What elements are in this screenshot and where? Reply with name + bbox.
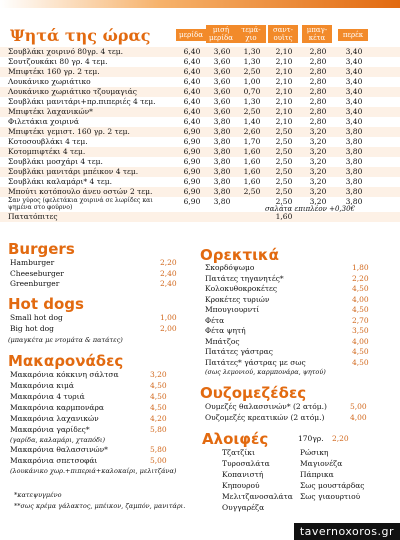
grill-item-name: Μπιφτέκι 160 γρ. 2 τεμ. <box>8 67 100 76</box>
grill-item-name: Λουκάνικο χωριάτικο τζουμαγιάς <box>8 87 137 96</box>
grill-row <box>0 167 400 177</box>
grill-price: 3,60 <box>213 77 231 86</box>
burger-item-price: 2,20 <box>160 258 177 267</box>
grill-price: 6,40 <box>183 47 201 56</box>
grill-price: 3,40 <box>345 47 363 56</box>
pasta-item: Μακαρόνια καρμπονάρα <box>10 403 104 412</box>
grill-price: 2,10 <box>275 57 293 66</box>
grill-price: 3,60 <box>213 47 231 56</box>
grill-row <box>0 117 400 127</box>
grill-price: 3,40 <box>345 107 363 116</box>
grill-price: 1,30 <box>243 47 261 56</box>
grill-price: 2,10 <box>275 107 293 116</box>
grill-price: 3,80 <box>213 197 231 206</box>
appetizer-item: Πατάτες τηγανητές* <box>205 273 284 283</box>
pasta-item-price: 4,50 <box>150 381 167 390</box>
grill-price: 2,50 <box>243 67 261 76</box>
grill-price: 1,60 <box>243 147 261 156</box>
grill-row <box>0 187 400 197</box>
grill-price: 3,40 <box>345 117 363 126</box>
grill-price: 2,80 <box>309 107 327 116</box>
appetizer-item-price: 3,50 <box>352 326 369 335</box>
grill-price: 6,40 <box>183 97 201 106</box>
grill-row <box>0 47 400 57</box>
pasta-item-price: 5,80 <box>150 445 167 454</box>
grill-item-name: Σουβλάκι μανιτάρι+πρ.πιπεριές 4 τεμ. <box>8 97 156 106</box>
grill-price: 2,80 <box>309 87 327 96</box>
pasta-item: Μακαρόνια κιμά <box>10 381 74 390</box>
site-footer: tavernoxoros.gr <box>294 523 400 540</box>
pasta-item-price: 5,80 <box>150 425 167 434</box>
grill-price: 2,50 <box>275 167 293 176</box>
grill-price: 6,90 <box>183 157 201 166</box>
grill-item-name: Σουβλάκι καλαμάρι* 4 τεμ. <box>8 177 112 186</box>
burger-item: Cheeseburger <box>10 268 64 278</box>
grill-price: 3,40 <box>345 77 363 86</box>
grill-price: 0,70 <box>243 87 261 96</box>
grill-price: 3,80 <box>213 177 231 186</box>
grill-price: 2,10 <box>275 117 293 126</box>
grill-item-name: Λουκάνικο χωριάτικο <box>8 77 91 86</box>
grill-price: 1,30 <box>243 97 261 106</box>
grill-row <box>0 212 400 222</box>
grill-item-name: Σουβλάκι χοιρινό 80γρ. 4 τεμ. <box>8 47 124 56</box>
grill-price: 3,60 <box>213 97 231 106</box>
grill-price: 3,80 <box>213 137 231 146</box>
grill-price: 3,60 <box>213 67 231 76</box>
pasta-item: Μακαρόνια γαρίδες* <box>10 425 90 434</box>
grill-row <box>0 147 400 157</box>
grill-price: 3,80 <box>345 197 363 206</box>
grill-col-header: μπαγ-κέτα <box>302 25 332 43</box>
appetizer-item: Πατάτες γάστρας <box>205 347 273 356</box>
grill-price: 2,10 <box>275 87 293 96</box>
grill-price: 3,20 <box>309 177 327 186</box>
grill-price: 6,40 <box>183 77 201 86</box>
grill-row <box>0 67 400 77</box>
grill-price: 2,80 <box>309 117 327 126</box>
ouzo-item: Ουμεζές θαλασσινών* (2 ατόμ.) <box>205 402 327 411</box>
grill-row <box>0 87 400 97</box>
grill-price: 1,60 <box>243 167 261 176</box>
grill-price: 3,60 <box>213 57 231 66</box>
grill-price: 6,40 <box>183 87 201 96</box>
grill-item-name: Σουβλάκι μανιτάρι μπέικον 4 τεμ. <box>8 167 139 176</box>
appetizer-item: Μπουγιουρντί <box>205 305 260 314</box>
grill-price: 2,50 <box>243 187 261 196</box>
section-title-spreads: Αλοιφές <box>202 430 269 448</box>
grill-item-name: Σαν γύρος (φελετάκια χοιρινά σε λωρίδες και ψημένα στο φούρνο) <box>8 197 153 211</box>
grill-price: 2,50 <box>275 127 293 136</box>
grill-price: 2,50 <box>275 157 293 166</box>
grill-row <box>0 77 400 87</box>
grill-row <box>0 157 400 167</box>
pasta-item-price: 4,50 <box>150 403 167 412</box>
grill-price: 6,90 <box>183 167 201 176</box>
grill-price: 3,20 <box>309 157 327 166</box>
appetizer-item-price: 2,70 <box>352 315 369 325</box>
pasta-item: Μακαρόνια λαχανικών <box>10 414 99 423</box>
grill-price: 1,30 <box>243 57 261 66</box>
grill-col-header: μερίδα <box>176 29 206 41</box>
grill-price: 1,70 <box>243 137 261 146</box>
grill-price: 3,20 <box>309 137 327 146</box>
grill-price: 3,80 <box>213 117 231 126</box>
grill-price: 2,50 <box>243 107 261 116</box>
spreads-price: 2,20 <box>332 434 349 443</box>
section-title-pasta: Μακαρονάδες <box>8 352 124 370</box>
appetizer-item: Κολοκυθοκροκέτες <box>205 284 278 293</box>
spread-item: Κοπανιστή <box>222 470 264 479</box>
pasta-item: (γαρίδα, καλαμάρι, χταπόδι) <box>10 436 105 444</box>
appetizer-item-price: 4,50 <box>352 284 369 293</box>
grill-item-name: Κοτοσουβλάκι 4 τεμ. <box>8 137 88 146</box>
appetizer-item-price: 4,00 <box>352 294 369 304</box>
appetizer-item: Μπάτζος <box>205 336 240 346</box>
grill-price: 3,20 <box>309 127 327 136</box>
grill-price: 3,60 <box>213 87 231 96</box>
grill-price: 3,80 <box>345 137 363 146</box>
hotdog-item-price: 2,00 <box>160 323 177 333</box>
grill-col-header: σαντ-ουϊτς <box>268 25 298 43</box>
pasta-item-price: 5,00 <box>150 456 167 465</box>
appetizer-item: Σκορδόψωμο <box>205 263 255 272</box>
appetizer-item-price: 4,50 <box>352 347 369 356</box>
grill-item-name: Μπιφτέκι λαχανικών* <box>8 107 93 116</box>
grill-price: 3,20 <box>309 187 327 196</box>
grill-price: 1,40 <box>243 117 261 126</box>
grill-price: 6,90 <box>183 147 201 156</box>
appetizer-item: (σως λεμονιού, καρμπονάρα, ψητού) <box>205 368 326 376</box>
grill-col-header: μισή μερίδα <box>206 25 236 43</box>
grill-item-name: Μπιφτέκι γεμιστ. 160 γρ. 2 τεμ. <box>8 127 130 136</box>
grill-row <box>0 107 400 117</box>
burger-item-price: 2,40 <box>160 279 177 288</box>
grill-row <box>0 177 400 187</box>
grill-price: 2,10 <box>275 97 293 106</box>
pasta-item: (λουκάνικο χωρ.+πιπεριά+καλοκαίρι, μελιτζάνα) <box>10 467 177 475</box>
grill-price: 3,40 <box>345 67 363 76</box>
footnote-sauce: **σως κρέμα γάλακτος, μπέικον, ζαμπόν, μανιτάρι. <box>14 502 186 510</box>
burger-item: Hamburger <box>10 258 55 267</box>
grill-item-name: Φιλετάκια χοιρινά <box>8 117 79 126</box>
grill-col-header: περέκ <box>338 29 368 41</box>
pasta-item: Μακαρόνια κόκκινη σάλτσα <box>10 370 119 379</box>
grill-price: 3,80 <box>345 157 363 166</box>
burger-item-price: 2,40 <box>160 268 177 278</box>
grill-price: 6,90 <box>183 127 201 136</box>
spread-item: Σως γιαουρτιού <box>300 492 361 501</box>
grill-price: 2,10 <box>275 67 293 76</box>
grill-row <box>0 137 400 147</box>
appetizer-item-price: 1,80 <box>352 263 369 272</box>
pasta-item-price: 4,50 <box>150 392 167 401</box>
hotdog-item: Big hot dog <box>10 323 54 333</box>
spread-item: Μαγιονέζα <box>300 459 343 468</box>
pasta-item-price: 3,20 <box>150 370 167 379</box>
ouzo-item-price: 5,00 <box>350 402 367 411</box>
grill-price: 2,50 <box>275 177 293 186</box>
footnote-frozen: *κατεψυγμένο <box>14 491 62 499</box>
grill-price: 3,40 <box>345 97 363 106</box>
grill-price: 2,50 <box>275 147 293 156</box>
grill-price: 2,80 <box>309 47 327 56</box>
spread-item: Σως μουστάρδας <box>300 481 365 490</box>
hotdog-item-price: 1,00 <box>160 313 177 322</box>
grill-price: 3,80 <box>345 127 363 136</box>
grill-price: 1,60 <box>243 177 261 186</box>
grill-item-name: Κοτομπιφτέκι 4 τεμ. <box>8 147 86 156</box>
grill-price: 3,80 <box>345 177 363 186</box>
section-title-grill: Ψητά της ώρας <box>10 26 151 45</box>
grill-price: 6,90 <box>183 177 201 186</box>
section-title-ouzo: Ουζομεζέδες <box>200 384 307 402</box>
grill-price: 3,80 <box>213 167 231 176</box>
appetizer-item-price: 2,20 <box>352 273 369 283</box>
grill-price: 3,80 <box>213 147 231 156</box>
grill-row <box>0 97 400 107</box>
grill-price: 6,40 <box>183 57 201 66</box>
grill-col-header: τεμά-χιο <box>236 25 266 43</box>
grill-price: 2,50 <box>275 197 293 206</box>
ouzo-item-price: 4,00 <box>350 413 367 422</box>
grill-price: 6,90 <box>183 187 201 196</box>
section-title-appetizers: Ορεκτικά <box>200 246 279 264</box>
spread-item: Τζατζίκι <box>222 448 255 457</box>
spread-item: Ρώσικη <box>300 448 329 457</box>
grill-note: σαλάτα επιπλέον +0,30€ <box>265 205 355 213</box>
grill-row <box>0 127 400 137</box>
grill-price: 3,80 <box>213 157 231 166</box>
grill-price: 3,40 <box>345 57 363 66</box>
grill-price: 2,50 <box>275 137 293 146</box>
spreads-weight: 170γρ. <box>298 434 324 443</box>
grill-price: 2,80 <box>309 67 327 76</box>
grill-price: 3,20 <box>309 197 327 206</box>
grill-price: 3,80 <box>213 127 231 136</box>
top-decorative-bar <box>0 0 400 8</box>
grill-price: 6,40 <box>183 67 201 76</box>
grill-price: 2,10 <box>275 77 293 86</box>
hotdogs-note: (μπαγκέτα με ντομάτα & πατάτες) <box>8 336 123 344</box>
grill-price: 2,80 <box>309 97 327 106</box>
appetizer-item-price: 4,50 <box>352 305 369 314</box>
appetizer-item-price: 4,50 <box>352 357 369 367</box>
appetizer-item-price: 4,00 <box>352 336 369 346</box>
pasta-item: Μακαρόνια σπετσοφάι <box>10 456 98 465</box>
grill-price: 3,40 <box>345 87 363 96</box>
grill-price: 6,90 <box>183 137 201 146</box>
grill-price: 3,80 <box>345 147 363 156</box>
grill-price: 2,80 <box>309 77 327 86</box>
grill-price: 2,60 <box>243 127 261 136</box>
pasta-item: Μακαρόνια 4 τυριά <box>10 392 85 401</box>
grill-price: 2,80 <box>309 57 327 66</box>
spread-item: Πάπρικα <box>300 470 334 479</box>
hotdog-item: Small hot dog <box>10 313 63 322</box>
grill-price: 6,40 <box>183 107 201 116</box>
grill-price: 3,60 <box>213 107 231 116</box>
grill-price: 6,90 <box>183 197 201 206</box>
appetizer-item: Φέτα ψητή <box>205 326 246 335</box>
grill-price: 3,20 <box>309 167 327 176</box>
ouzo-item: Ουζομεζές κρεατικών (2 ατόμ.) <box>205 413 325 422</box>
grill-item-name: Μπούτι κοτόπουλο άνευ οστών 2 τεμ. <box>8 187 153 196</box>
spread-item: Μελιτζανοσαλάτα <box>222 492 293 501</box>
grill-price: 2,10 <box>275 47 293 56</box>
spread-item: Τυροσαλάτα <box>222 459 270 468</box>
grill-price: 3,80 <box>345 187 363 196</box>
appetizer-item: Πατάτες* γάστρας με σως <box>205 357 306 367</box>
spread-item: Κηπουρού <box>222 481 260 490</box>
burger-item: Greenburger <box>10 279 60 288</box>
grill-price: 1,60 <box>243 157 261 166</box>
grill-price: 2,50 <box>275 187 293 196</box>
grill-item-name: Πατατόπιτες <box>8 212 58 221</box>
grill-price: 3,80 <box>213 187 231 196</box>
section-title-hotdogs: Hot dogs <box>8 295 84 313</box>
section-title-burgers: Burgers <box>8 240 75 258</box>
pasta-item-price: 4,20 <box>150 414 167 423</box>
grill-price: 1,60 <box>275 212 293 221</box>
grill-price: 6,40 <box>183 117 201 126</box>
grill-price: 3,80 <box>345 167 363 176</box>
grill-price: 1,00 <box>243 77 261 86</box>
appetizer-item: Κροκέτες τυριών <box>205 294 270 304</box>
grill-item-name: Σουβλάκι μοσχάρι 4 τεμ. <box>8 157 103 166</box>
appetizer-item: Φέτα <box>205 315 225 325</box>
spread-item: Ουγγαρέζα <box>222 503 265 512</box>
grill-item-name: Σουτζουκάκι 80 γρ. 4 τεμ. <box>8 57 108 66</box>
pasta-item: Μακαρόνια θαλασσινών* <box>10 445 108 454</box>
grill-row <box>0 57 400 67</box>
grill-price: 3,20 <box>309 147 327 156</box>
